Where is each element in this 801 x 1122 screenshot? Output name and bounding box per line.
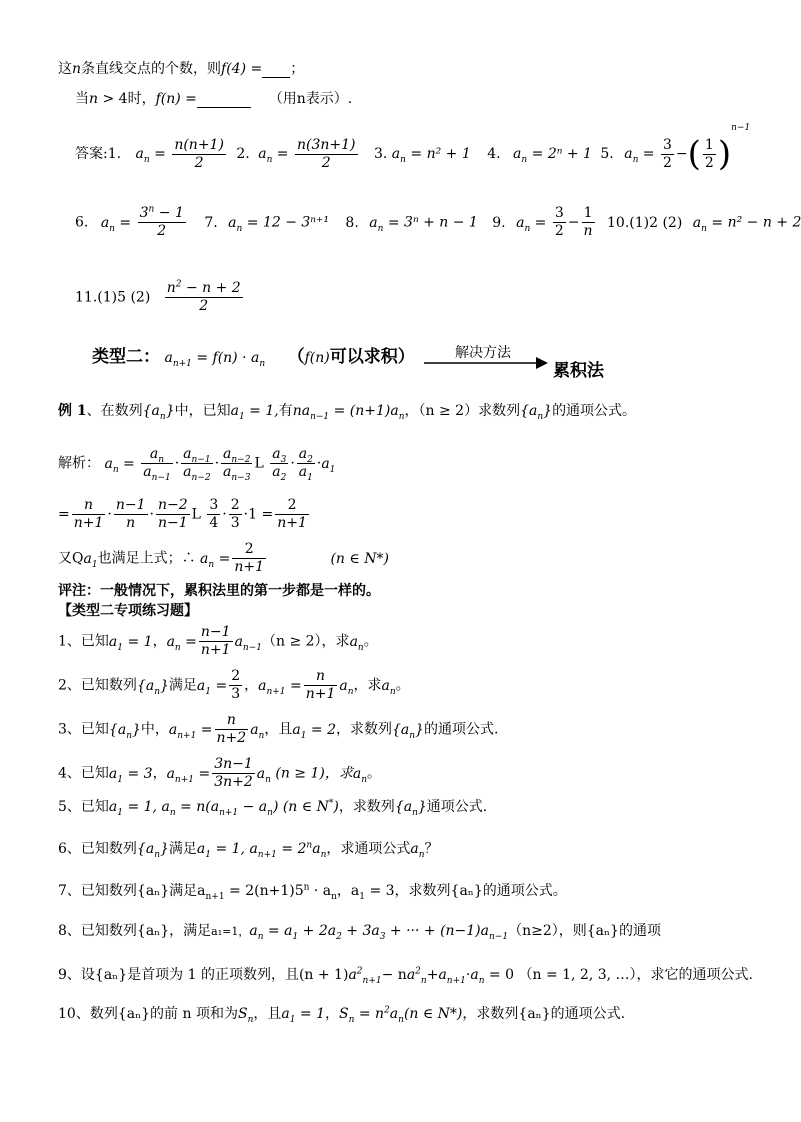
exercise-4: 4、已知$a_1 = 3$，$a_{n+1}$ = $\frac{3n-1}{3n+2}$ $a_n$ (n ≥ 1)，求$a_n$。 xyxy=(58,756,381,790)
answer-1-fraction: $\frac{n(n+1)}{2}$ xyxy=(174,136,224,171)
exercise-8: 8、已知数列{aₙ}，满足a₁=1，$a_n = a_1 + 2a_2 + 3a_3$ + ··· + $(n-1)a_{n-1}(n\ge 2)$，则{aₙ}的通项 xyxy=(58,923,661,942)
blank-question-line-2 xyxy=(75,88,352,108)
answer-9-fraction: $\frac{3}{2}$ xyxy=(554,205,564,239)
answer-num: 10.(1)2 (2) xyxy=(607,214,683,231)
exercise-7: 7、已知数列{aₙ}满足$a_{n+1} = 2(n+1)5^n \cdot a_n$，$a_1 = 3$，求数列{aₙ}的通项公式。 xyxy=(58,882,567,902)
comment: 评注：一般情况下，累积法里的第一步都是一样的。 xyxy=(58,583,380,599)
answer-blank xyxy=(197,91,251,108)
practice-title: 【类型二专项练习题】 xyxy=(58,603,198,619)
answer-num: 9. xyxy=(492,214,506,231)
text: （用n表示）. xyxy=(268,91,353,107)
exercise-6: 6、已知数列$\{a_n\}$满足$a_1 = 1$, $a_{n+1} = 2^na_n$，求通项公式$a_n$？ xyxy=(58,840,439,860)
example-1: 例 1、在数列$\{a_n\}$中，已知$a_1 = 1$,有$na_{n-1} = (n+1)a_n$，（n ≥ 2）求数列$\{a_n\}$的通项公式。 xyxy=(58,403,637,422)
text: 当 xyxy=(75,91,89,107)
math-fn: f(n) = xyxy=(155,91,197,107)
answer-2-fraction: $\frac{n(3n+1)}{2}$ xyxy=(297,136,356,171)
type2-heading: 类型二： $a_{n+1} = f(n) \cdot a_n$ （f(n)可以求积） xyxy=(92,347,415,369)
answer-num: 7. xyxy=(204,214,218,231)
answer-5-fraction: $\frac{3}{2}$ xyxy=(663,136,672,171)
type2-title: 类型二： xyxy=(92,347,160,367)
answer-num: 2. xyxy=(236,146,250,162)
exercise-3: 3、已知$\{a_n\}$中，$a_{n+1}$ = $\frac{n}{n+2}$ $a_n$，且$a_1 = 2$，求数列$\{a_n\}$的通项公式. xyxy=(58,712,499,746)
solution-line-3: 又$Qa_1$也满足上式；∴ $a_n$ = $\frac{2}{n+1}$ (n ∈ N*) xyxy=(58,541,389,575)
math-n: n xyxy=(72,61,82,77)
answer-4: 2ⁿ + 1 xyxy=(547,146,592,162)
blank-question-line-1 xyxy=(58,58,304,78)
answers-row-3 xyxy=(75,280,245,315)
answer-3: n² + 1 xyxy=(426,146,471,162)
answer-num: 11.(1)5 (2) xyxy=(75,289,151,306)
answer-label: 答案:1. xyxy=(75,146,122,162)
text: ； xyxy=(290,61,305,77)
answer-10: n² − n + 2 xyxy=(727,214,801,231)
solution-line-2: = $\frac{n}{n+1}$ · $\frac{n-1}{n}$ · $\frac{n-2}{n-1}$ L $\frac{3}{4}$ · $\frac{2}{3}$ ·1 = $\frac{2}{n+1}$ xyxy=(58,497,307,531)
answer-num: 8. xyxy=(345,214,359,231)
math-f4: f(4) = xyxy=(221,61,263,77)
text: 时， xyxy=(127,91,156,107)
answer-11-fraction: $\frac{n^2 - n + 2}{2}$ xyxy=(166,279,241,314)
answer-7: 12 − 3ⁿ⁺¹ xyxy=(262,214,329,231)
answer-num: 3. xyxy=(373,146,388,162)
math-n: n xyxy=(89,91,99,107)
exercise-9: 9、设{aₙ}是首项为 1 的正项数列，且$(n + 1)a^2_{n+1}- na^2_n+a_{n+1}\cdot a_n = 0$ （n = 1, 2, 3, …），求它的通项公式. xyxy=(58,966,753,986)
solution-line-1: 解析： $a_n$ = $\frac{a_n}{a_{n-1}}$ · $\frac{a_{n-1}}{a_{n-2}}$ · $\frac{a_{n-2}}{a_{n-3}}$ L $\frac{a_3}{a_2}$ · $\frac{a_2}{a_1}$ $\cdot a_1$ xyxy=(58,446,336,483)
answer-num: 4. xyxy=(487,146,501,162)
exercise-5: 5、已知$a_1 = 1$, $a_n = n(a_{n+1} - a_n)$ (n ∈ N*)，求数列$\{a_n\}$通项公式. xyxy=(58,798,488,818)
math-gt4: > 4 xyxy=(98,91,128,107)
exercise-1: 1、已知$a_1 = 1$，$a_n$ = $\frac{n-1}{n+1}$ $a_{n-1}(n \ge 2)$，求$a_n$。 xyxy=(58,624,378,658)
text: 这 xyxy=(58,61,72,77)
exercise-2: 2、已知数列$\{a_n\}$满足$a_1$ = $\frac{2}{3}$ ，$a_{n+1}$ = $\frac{n}{n+1}$ $a_n$，求$a_n$。 xyxy=(58,668,410,702)
answer-6-fraction: $\frac{3^n - 1}{2}$ xyxy=(139,204,184,239)
answer-blank xyxy=(262,61,290,78)
answer-num: 6. xyxy=(75,214,89,231)
answer-num: 5. xyxy=(600,146,614,162)
answer-8: 3ⁿ + n − 1 xyxy=(404,214,478,231)
text: 条直线交点的个数，则 xyxy=(81,61,222,77)
answers-row-2: 6. $a_n$ = $\frac{3^n - 1}{2}$ 7. $a_n = 12 - 3^{n+1}$ 8. $a_n = 3^n + n - 1$ 9. $a_n$ = $\frac{3}{2}$ − $\frac{1}{n}$ 10.(1)2 (2) $a_n = n^2 - n + 2$ xyxy=(75,204,801,239)
arrow-label: 解决方法 xyxy=(455,345,511,361)
answers-row-1: 答案:1. $a_n$ = $\frac{n(n+1)}{2}$ 2. $a_n$ = $\frac{n(3n+1)}{2}$ 3. $a_n = n^2 + 1$ 4. $a_n = 2^n + 1$ 5. $a_n$ = $\frac{3}{2}$ −( $\frac{1}{2}$ )$^{n-1}$ xyxy=(75,123,751,174)
method-label: 累积法 xyxy=(553,361,604,381)
arrow-icon xyxy=(424,356,550,370)
exercise-10: 10、数列{aₙ}的前 n 项和为$S_n$，且$a_1 = 1$，$S_n = n^2a_n(n$ ∈ N*)，求数列{aₙ}的通项公式. xyxy=(58,1005,626,1025)
